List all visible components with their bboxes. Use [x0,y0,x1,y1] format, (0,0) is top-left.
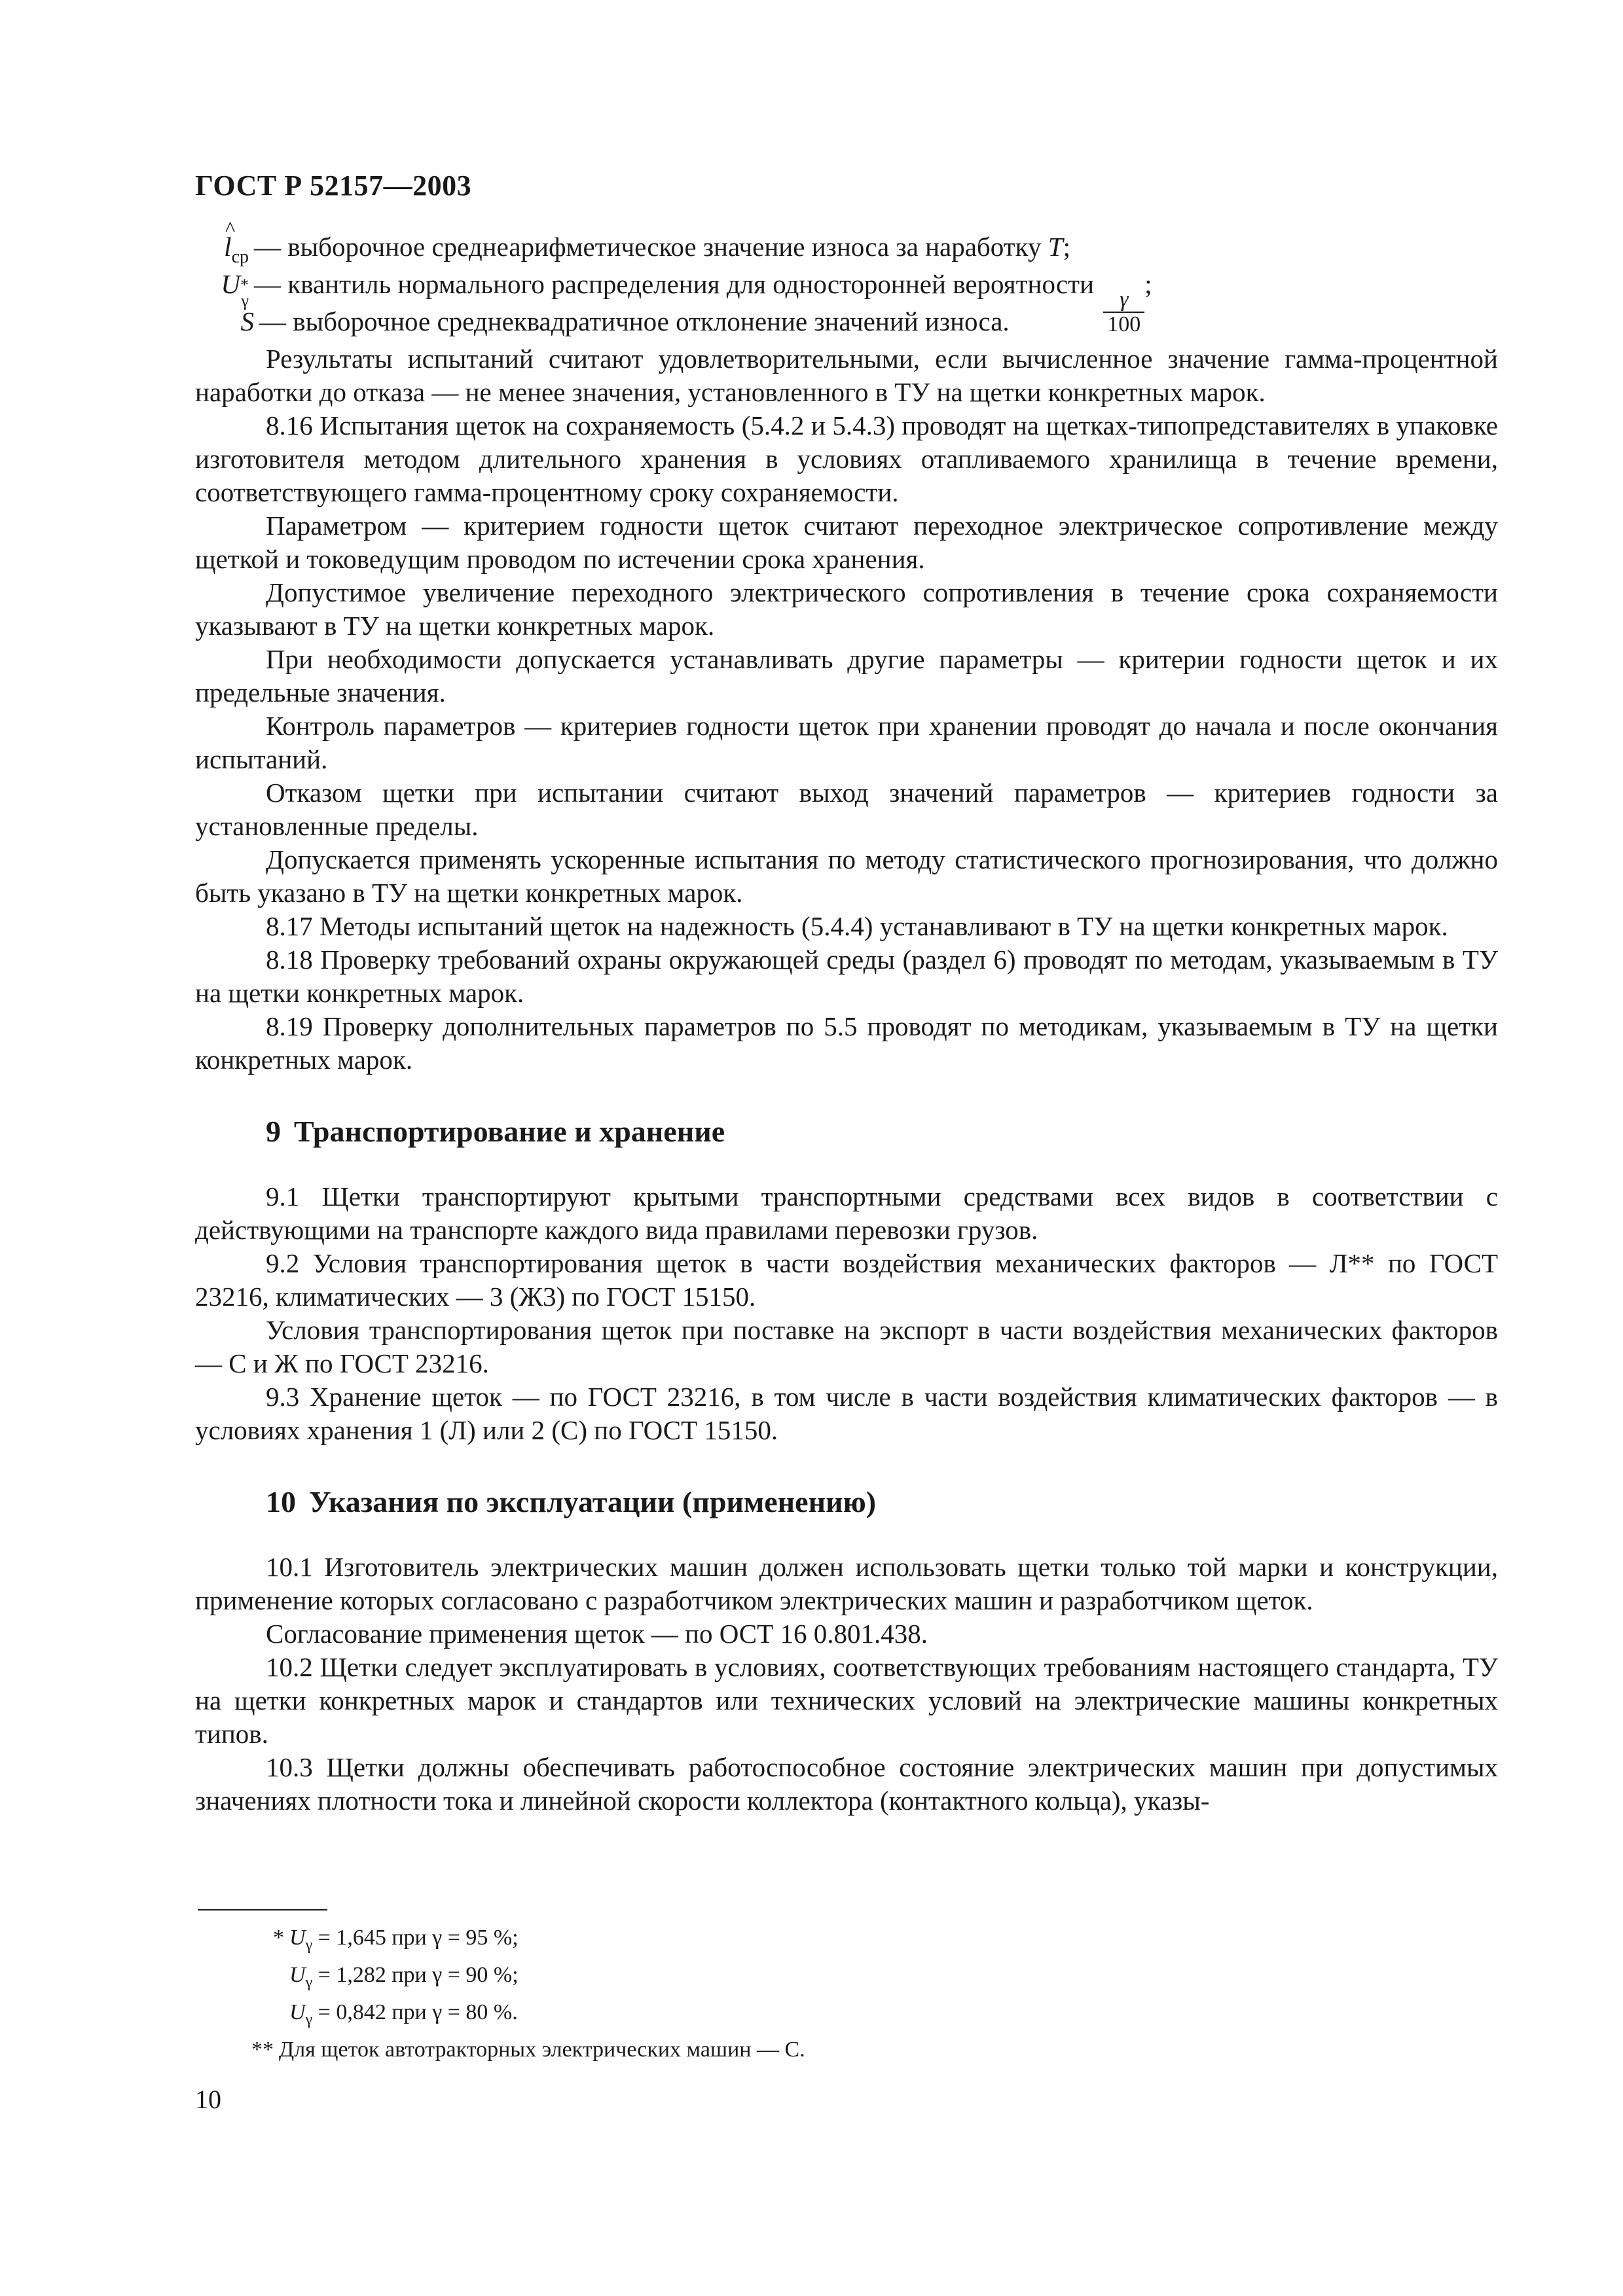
paragraph-9-2: 9.2 Условия транспортирования щеток в части воздействия механических факторов — Л** по ГОСТ 23216, климатических — 3 (Ж3) по ГОСТ 15150. [195,1248,1498,1312]
footnote-mark: * [273,1926,284,1950]
definition-tail: ; [1063,232,1070,262]
paragraph-10-3: 10.3 Щетки должны обеспечивать работоспособное состояние электрических машин при допустимых значениях плотности тока и линейной скорости коллектора (контактного кольца), указы- [195,1752,1498,1816]
paragraph: Согласование применения щеток — по ОСТ 16 0.801.438. [266,1619,928,1649]
footnote-text: = 1,645 при γ = 95 %; [312,1926,519,1950]
definition-text: — выборочное среднеквадратичное отклонение значений износа. [259,306,1010,336]
paragraph-9-3: 9.3 Хранение щеток — по ГОСТ 23216, в том числе в части воздействия климатических факторов — в условиях хранения 1 (Л) или 2 (С) по ГОСТ 15150. [195,1382,1498,1445]
section-8-continued [195,342,1498,1077]
paragraph-8-18: 8.18 Проверку требований охраны окружающей среды (раздел 6) проводят по методам, указываемым в ТУ на щетки конкретных марок. [195,944,1498,1008]
footnote-subscript: γ [305,1974,313,1991]
definition-text: — квантиль нормального распределения для односторонней вероятности [254,269,1101,299]
section-9-heading [266,1113,1498,1150]
section-title: Транспортирование и хранение [294,1115,725,1148]
definition-text: — выборочное среднеарифметическое значение износа за наработку [254,232,1048,262]
footnote-text: = 1,282 при γ = 90 %; [312,1963,519,1987]
page-content [195,230,1498,1818]
paragraph: При необходимости допускается устанавливать другие параметры — критерии годности щеток и их предельные значения. [195,644,1498,708]
definition-italic: T [1048,232,1063,262]
section-number: 10 [266,1485,296,1518]
footnote-line [195,1998,1498,2035]
footnote-text: Для щеток автотракторных электрических машин — С. [279,2037,805,2062]
paragraph-8-16: 8.16 Испытания щеток на сохраняемость (5.4.2 и 5.4.3) проводят на щетках-типопредставителях в упаковке изготовителя методом длительного хранения в условиях отапливаемого хранилища в течение времени, соответствующего гамма-процентному сроку сохраняемости. [195,410,1498,507]
section-number: 9 [266,1115,281,1148]
paragraph-10-2: 10.2 Щетки следует эксплуатировать в условиях, соответствующих требованиям настоящего стандарта, ТУ на щетки конкретных марок и стандартов или технических условий на электрические машины конкретных типов. [195,1652,1498,1749]
paragraph: Контроль параметров — критериев годности щеток при хранении проводят до начала и после окончания испытаний. [195,711,1498,774]
paragraph: Допустимое увеличение переходного электрического сопротивления в течение срока сохраняемости указывают в ТУ на щетки конкретных марок. [195,577,1498,641]
paragraph: Результаты испытаний считают удовлетворительными, если вычисленное значение гамма-процентной наработки до отказа — не менее значения, установленного в ТУ на щетки конкретных марок. [195,344,1498,407]
footnotes [195,1923,1498,2064]
document-code-header: ГОСТ Р 52157—2003 [195,170,472,202]
paragraph: Параметром — критерием годности щеток считают переходное электрическое сопротивление между щеткой и токоведущим проводом по истечении срока хранения. [195,511,1498,574]
footnote-text: = 0,842 при γ = 80 %. [312,2000,518,2024]
footnote-mark: ** [251,2037,274,2062]
paragraph: Условия транспортирования щеток при поставке на экспорт в части воздействия механических факторов — С и Ж по ГОСТ 23216. [195,1315,1498,1378]
footnote-symbol: U [289,1926,306,1950]
paragraph-9-1: 9.1 Щетки транспортируют крытыми транспортными средствами всех видов в соответствии с действующими на транспорте каждого вида правилами перевозки грузов. [195,1181,1498,1245]
section-title: Указания по эксплуатации (применению) [309,1485,877,1518]
symbol-l-hat: ^ l [224,230,231,264]
fraction-denominator: 100 [1103,312,1144,336]
paragraph: Отказом щетки при испытании считают выход значений параметров — критериев годности за установленные пределы. [195,778,1498,841]
section-10-body [195,1551,1498,1818]
symbol-subscript: ср [231,247,249,267]
footnote-subscript: γ [305,2011,313,2028]
symbol-definitions [195,230,1498,342]
paragraph-10-1: 10.1 Изготовитель электрических машин должен использовать щетки только той марки и конструкции, применение которых согласовано с разработчиком электрических машин и разработчиком щеток. [195,1552,1498,1615]
footnote-symbol: U [289,1963,306,1987]
page-number: 10 [195,2085,221,2114]
footnote-separator [198,1909,327,1910]
footnote-subscript: γ [305,1937,313,1954]
paragraph: Допускается применять ускоренные испытания по методу статистического прогнозирования, что должно быть указано в ТУ на щетки конкретных марок. [195,844,1498,908]
fraction-numerator: γ [1120,287,1129,312]
symbol-subscript: γ [241,291,249,310]
paragraph-8-17: 8.17 Методы испытаний щеток на надежность (5.4.4) устанавливают в ТУ на щетки конкретных марок. [266,911,1448,941]
footnote-line [195,1960,1498,1998]
footnote-single-asterisk [195,1923,1498,1960]
symbol-u: U [221,269,240,299]
section-9-body [195,1180,1498,1447]
paragraph-8-19: 8.19 Проверку дополнительных параметров по 5.5 проводят по методикам, указываемым в ТУ на щетки конкретных марок. [195,1011,1498,1075]
section-10-heading [266,1484,1498,1520]
symbol-s: S [240,306,254,336]
fraction-gamma-100 [1103,288,1144,336]
definition-tail: ; [1144,269,1152,299]
footnote-symbol: U [289,2000,306,2024]
footnote-double-asterisk [195,2035,1498,2064]
definition-s [195,305,1498,342]
definition-l-cp [195,230,1498,268]
symbol-superscript: * [240,276,249,295]
